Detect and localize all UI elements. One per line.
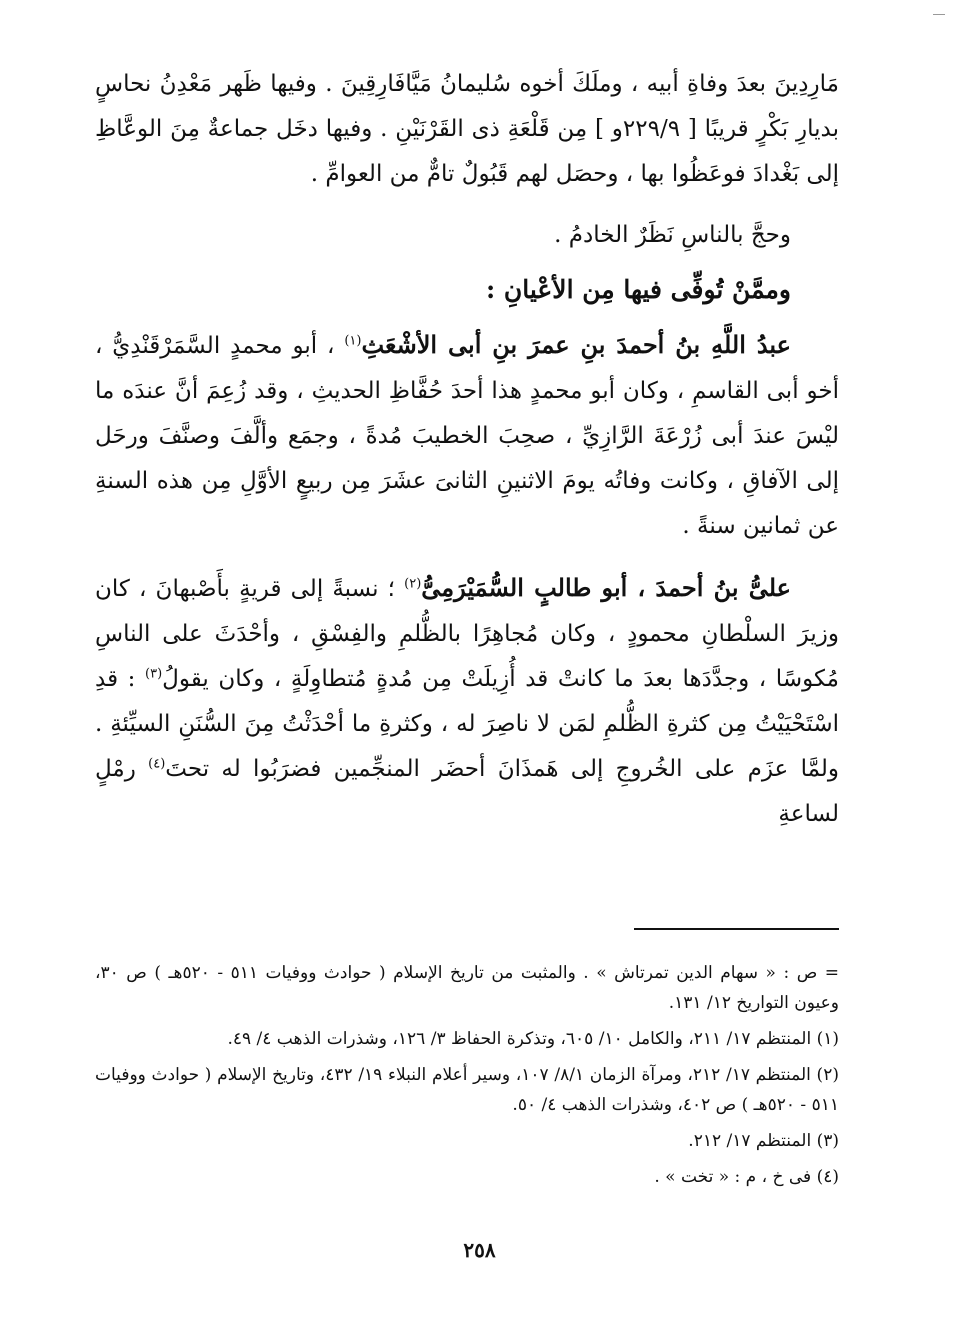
footnote-separator	[634, 928, 839, 930]
page-edge-mark	[933, 14, 945, 15]
biography-text-sumayrami-1: ؛ نسبةً إلى قريةٍ بأَصْبهانَ ، كان وزيرَ السلْطانِ محمودٍ ، وكان مُجاهِرًا بالظُّلمِ والفِسْقِ ، وأحْدَثَ على الناسِ مُكوسًا ، وجدَّدَها بعدَ ما كانتْ قد أُزِيلَتْ مِن مُدةٍ مُتطاوِلَةٍ ، وكان يقولُ	[95, 576, 839, 692]
main-text	[95, 62, 839, 837]
page-number: ٢٥٨	[463, 1238, 496, 1262]
section-heading-deaths: وممَّنْ تُوفِّى فيها مِن الأعْيانِ :	[485, 275, 791, 304]
paragraph-events: مَارِدِينَ بعدَ وفاةِ أبيه ، وملَكَ أخوه سُليمانُ مَيَّافَارِقِينَ . وفيها ظَهر مَعْدِنُ نحاسٍ بديارِ بَكْرٍ قريبًا [ ٢٢٩/٩و ] مِن قَلْعَةِ ذى القَرْنَيْنِ . وفيها دخَل جماعةٌ مِنَ الوعَّاظِ إلى بَغْدادَ فوعَظُوا بها ، وحصَل لهم قَبُولٌ تامٌّ من العوامِّ .	[95, 71, 839, 187]
paragraph-biography-sumayrami	[95, 565, 839, 837]
footnote-ref-4: (٤)	[148, 756, 166, 772]
footnote-ref-1: (١)	[344, 333, 362, 349]
footnote-ref-2: (٢)	[404, 576, 422, 592]
paragraph-hajj: وحجَّ بالناسِ نَظَرٌ الخادمُ .	[554, 222, 791, 248]
footnote-1: (١) المنتظم ١٧/ ٢١١، والكامل ١٠/ ٦٠٥، وتذكرة الحفاظ ٣/ ١٢٦، وشذرات الذهب ٤/ ٤٩.	[227, 1029, 839, 1049]
person-name-samarqandi: عبدُ اللَّهِ بنُ أحمدَ بنِ عمرَ بنِ أبى الأشْعَثِ	[361, 330, 791, 359]
person-name-sumayrami: علىُّ بنُ أحمدَ ، أبو طالبٍ السُّمَيْرَمِىُّ	[421, 573, 791, 602]
biography-text-sumayrami-2: : قدِ اسْتَحْيَيْتُ مِن كثرةِ الظُّلمِ لمَن لا ناصِرَ له ، وكثرةِ ما أحْدَثْتُ مِنَ السُّنَنِ السيِّئةِ . ولمَّا عزَم على الخُروجِ إلى هَمذَانَ أحضَر المنجِّمين فضرَبُوا له تحتَ	[95, 666, 839, 782]
biography-text-samarqandi: ، أبو محمدٍ السَّمَرْقَنْدِيُّ ، أخو أبى القاسمِ ، وكان أبو محمدٍ هذا أحدَ حُفَّاظِ الحديثِ ، وقد زُعِمَ أنَّ عندَه ما ليْسَ عندَ أبى زُرْعَةَ الرَّازِيِّ ، صحِبَ الخطيبَ مُدةً ، وجمَع وألَّفَ وصنَّفَ ورحَل إلى الآفاقِ ، وكانت وفاتُه يومَ الاثنينِ الثانىَ عشَرَ مِن ربيعٍ الأوَّلِ مِن هذه السنةِ عن ثمانين سنةً .	[95, 333, 839, 539]
footnote-ref-3: (٣)	[145, 666, 163, 682]
footnote-2: (٢) المنتظم ١٧/ ٢١٢، ومرآة الزمان ٨/١/ ١٠٧، وسير أعلام النبلاء ١٩/ ٤٣٢، وتاريخ الإسلام ( حوادث ووفيات ٥١١ - ٥٢٠هـ ) ص ٤٠٢، وشذرات الذهب ٤/ ٥٠.	[95, 1065, 839, 1115]
footnote-continuation: = ص : « سهام الدين تمرتاش » . والمثبت من تاريخ الإسلام ( حوادث ووفيات ٥١١ - ٥٢٠هـ ) ص ٣٠، وعيون التواريخ ١٢/ ١٣١.	[95, 963, 839, 1013]
paragraph-biography-samarqandi	[95, 322, 839, 549]
biography-text-sumayrami-3: رمْلٍ لساعةِ	[95, 756, 839, 827]
footnote-4: (٤) فى خ ، م : « تخت » .	[654, 1167, 839, 1187]
footnote-3: (٣) المنتظم ١٧/ ٢١٢.	[688, 1131, 839, 1151]
footnotes	[95, 958, 839, 1198]
